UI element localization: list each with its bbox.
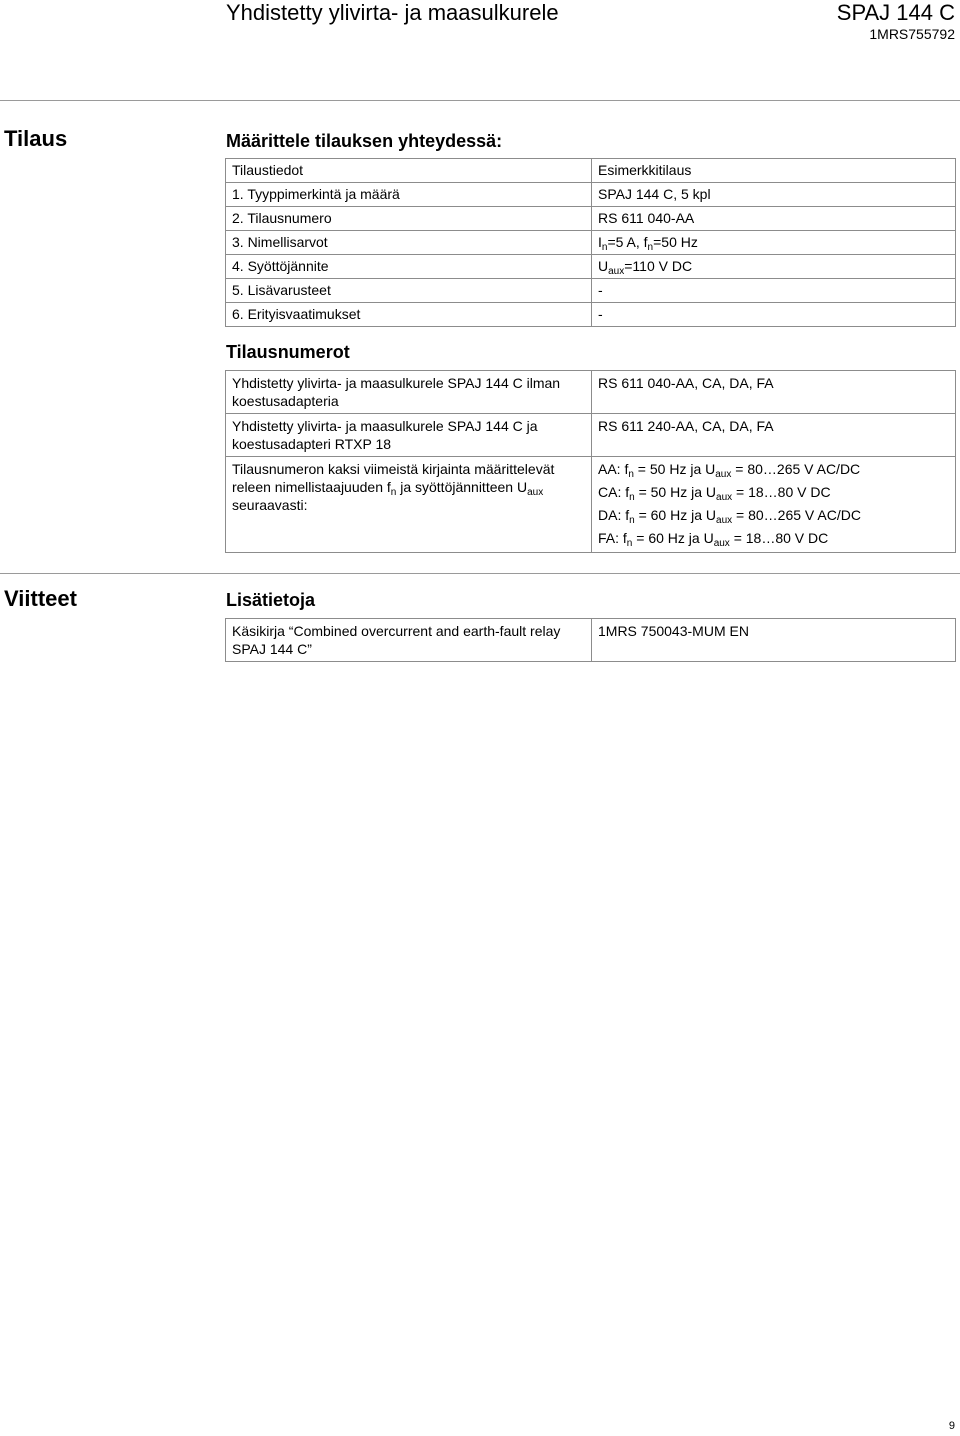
- order-code-list: [592, 457, 956, 553]
- order-code-aa: AA: $f_n = 50$ Hz ja $U_{aux}$ = 80…265 V AC/DC: [598, 461, 861, 480]
- document-number: 1MRS755792: [869, 26, 955, 42]
- order-field-value: Esimerkkitilaus: [592, 159, 956, 183]
- references-heading: Lisätietoja: [226, 590, 316, 610]
- product-name: SPAJ 144 C: [836, 0, 955, 25]
- references-table: [225, 618, 956, 662]
- section-divider: [0, 100, 960, 101]
- section-label-tilaus: Tilaus: [4, 126, 68, 151]
- order-field-label: 1. Tyyppimerkintä ja määrä: [226, 183, 592, 207]
- table-row: [226, 414, 956, 457]
- section-label-viitteet: Viitteet: [4, 586, 77, 611]
- order-field-label: 3. Nimellisarvot: [226, 231, 592, 255]
- order-field-value: $U_{aux}=110$ V DC: [592, 255, 956, 279]
- manual-number: 1MRS 750043-MUM EN: [592, 619, 956, 662]
- table-row: [226, 207, 956, 231]
- order-field-label: 5. Lisävarusteet: [226, 279, 592, 303]
- order-number-label: Yhdistetty ylivirta- ja maasulkurele SPAJ 144 C ja koestusadapteri RTXP 18: [226, 414, 592, 457]
- order-code-da: DA: $f_n = 60$ Hz ja $U_{aux}$ = 80…265 V AC/DC: [598, 507, 861, 526]
- order-number-value: RS 611 040-AA, CA, DA, FA: [592, 371, 956, 414]
- order-numbers-table: [225, 370, 956, 553]
- order-field-label: Tilaustiedot: [226, 159, 592, 183]
- order-field-label: 6. Erityisvaatimukset: [226, 303, 592, 327]
- ordering-heading: Määrittele tilauksen yhteydessä:: [226, 131, 503, 151]
- order-numbers-heading: Tilausnumerot: [226, 342, 350, 362]
- table-row: [226, 371, 956, 414]
- order-code-ca: CA: $f_n = 50$ Hz ja $U_{aux}$ = 18…80 V DC: [598, 484, 831, 503]
- manual-title: Käsikirja “Combined overcurrent and earth-fault relay SPAJ 144 C”: [226, 619, 592, 662]
- page-number: 9: [948, 1420, 955, 1432]
- table-row: [226, 159, 956, 183]
- section-divider: [0, 573, 960, 574]
- table-row: [226, 183, 956, 207]
- table-row: [226, 279, 956, 303]
- order-field-value: $I_n=5$ A, $f_n=50$ Hz: [592, 231, 956, 255]
- table-row: [226, 303, 956, 327]
- table-row: [226, 619, 956, 662]
- order-code-fa: FA: $f_n = 60$ Hz ja $U_{aux}$ = 18…80 V DC: [598, 530, 829, 549]
- order-info-table: [225, 158, 956, 327]
- order-field-label: 2. Tilausnumero: [226, 207, 592, 231]
- order-number-value: RS 611 240-AA, CA, DA, FA: [592, 414, 956, 457]
- order-field-value: RS 611 040-AA: [592, 207, 956, 231]
- order-code-explanation: Tilausnumeron kaksi viimeistä kirjainta määrittelevät releen nimellistaajuuden $f_n$ ja syöttöjännitteen $U_{aux}$ seuraavasti:: [226, 457, 592, 553]
- table-row: [226, 457, 956, 553]
- order-field-label: 4. Syöttöjännite: [226, 255, 592, 279]
- document-title: Yhdistetty ylivirta- ja maasulkurele: [226, 0, 559, 25]
- order-field-value: -: [592, 279, 956, 303]
- order-field-value: SPAJ 144 C, 5 kpl: [592, 183, 956, 207]
- order-number-label: Yhdistetty ylivirta- ja maasulkurele SPAJ 144 C ilman koestusadapteria: [226, 371, 592, 414]
- table-row: [226, 255, 956, 279]
- table-row: [226, 231, 956, 255]
- order-field-value: -: [592, 303, 956, 327]
